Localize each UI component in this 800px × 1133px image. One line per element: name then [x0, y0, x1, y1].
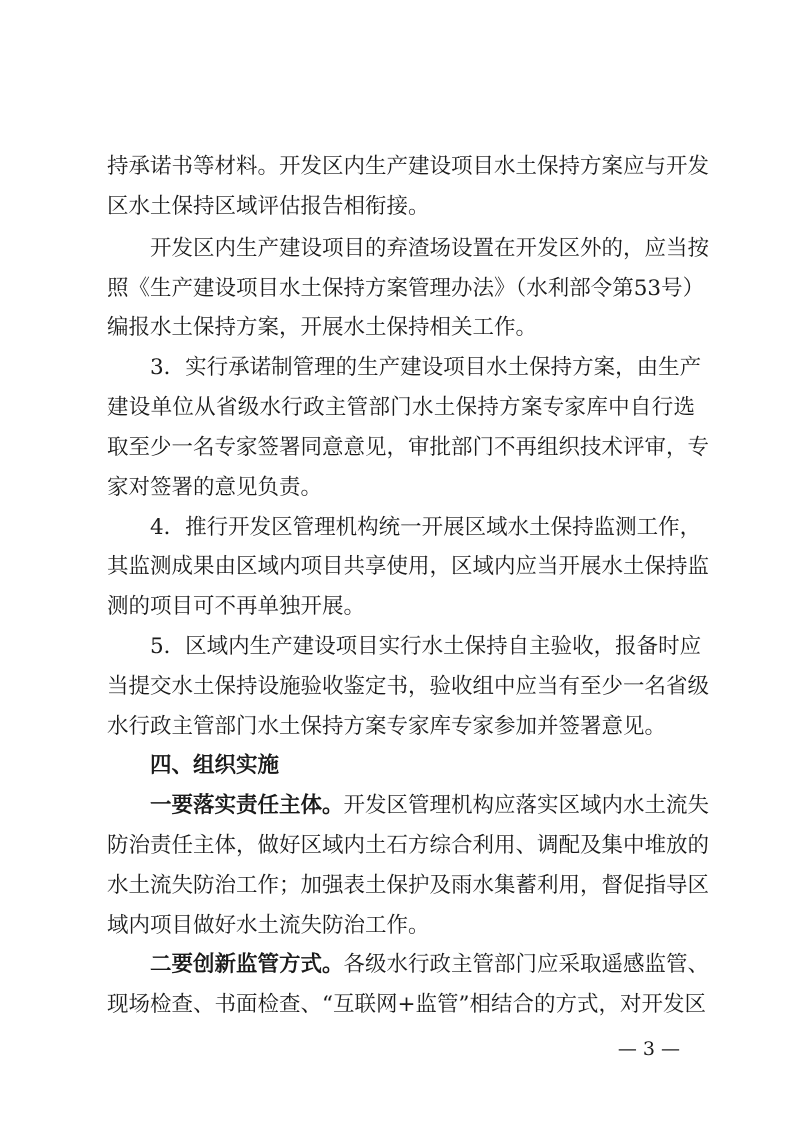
body-text-line: 测的项目可不再单独开展。	[107, 594, 366, 619]
body-text-line: 4．推行开发区管理机构统一开展区域水土保持监测工作，	[150, 515, 702, 540]
body-text-line: 区水土保持区域评估报告相衔接。	[107, 194, 430, 219]
body-text-line: 水行政主管部门水土保持方案专家库专家参加并签署意见。	[107, 714, 667, 739]
page-number: — 3 —	[617, 1038, 680, 1060]
body-text-line: 持承诺书等材料。开发区内生产建设项目水土保持方案应与开发	[107, 154, 710, 179]
body-text-line	[150, 950, 710, 980]
paragraph-lead-rest: 开发区管理机构应落实区域内水土流失	[343, 793, 710, 818]
body-text-line: 当提交水土保持设施验收鉴定书，验收组中应当有至少一名省级	[107, 674, 710, 699]
body-text-line: 建设单位从省级水行政主管部门水土保持方案专家库中自行选	[107, 395, 695, 420]
body-text-line: 5．区域内生产建设项目实行水土保持自主验收，报备时应	[150, 634, 702, 659]
body-text-line: 防治责任主体，做好区域内土石方综合利用、调配及集中堆放的	[107, 833, 710, 858]
paragraph-lead-rest: 各级水行政主管部门应采取遥感监管、	[343, 952, 710, 977]
paragraph-lead: 二要创新监管方式。	[150, 952, 344, 977]
body-text-line: 3．实行承诺制管理的生产建设项目水土保持方案，由生产	[150, 355, 702, 380]
body-text-line: 照《生产建设项目水土保持方案管理办法》（水利部令第53号）	[107, 276, 705, 301]
body-text-line: 水土流失防治工作；加强表土保护及雨水集蓄利用，督促指导区	[107, 873, 710, 898]
body-text-line: 开发区内生产建设项目的弃渣场设置在开发区外的，应当按	[150, 236, 710, 261]
body-text-line: 现场检查、书面检查、“互联网+监管”相结合的方式，对开发区	[107, 992, 707, 1017]
body-text-line	[150, 791, 710, 821]
body-text-line: 其监测成果由区域内项目共享使用，区域内应当开展水土保持监	[107, 554, 710, 579]
body-text-line: 家对签署的意见负责。	[107, 475, 323, 500]
body-text-line: 域内项目做好水土流失防治工作。	[107, 913, 430, 938]
section-heading: 四、组织实施	[150, 753, 280, 778]
paragraph-lead: 一要落实责任主体。	[150, 793, 344, 818]
body-text-line: 编报水土保持方案，开展水土保持相关工作。	[107, 315, 538, 340]
body-text-line: 取至少一名专家签署同意意见，审批部门不再组织技术评审，专	[107, 435, 710, 460]
